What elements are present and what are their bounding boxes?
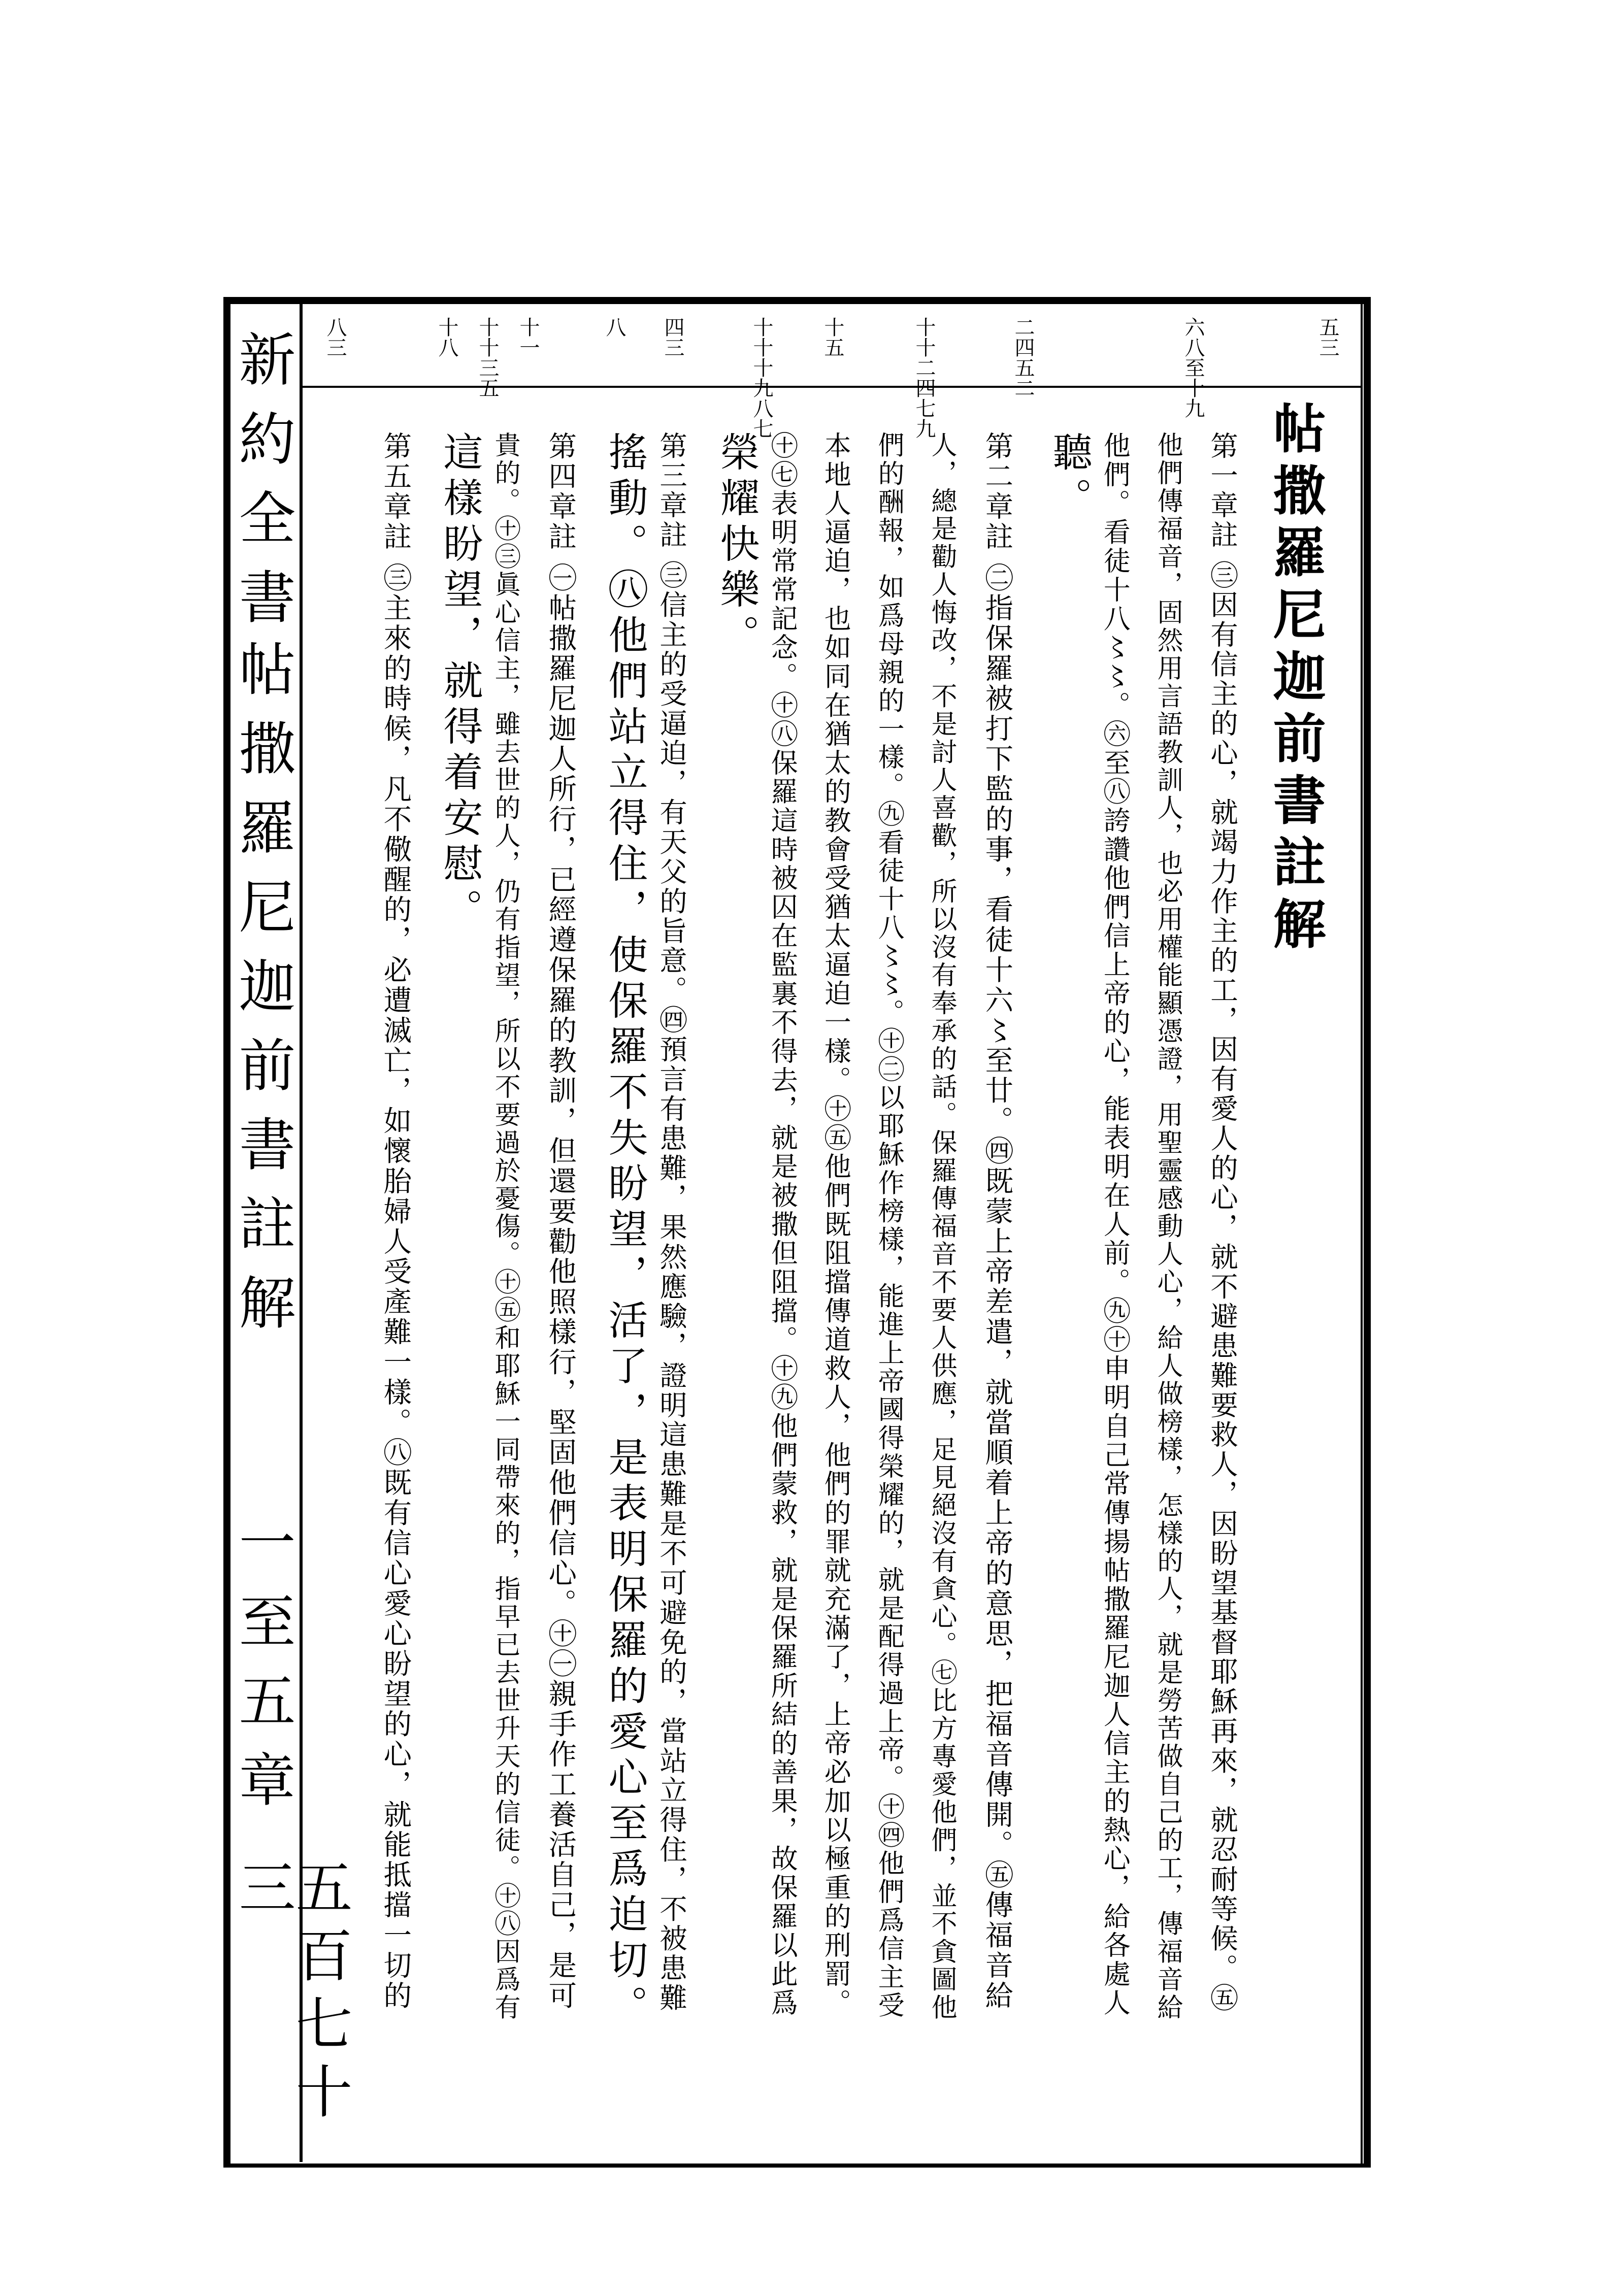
verse-reference: 六八至十九 <box>1181 317 1205 418</box>
text-line: 搖動。㊇他們站立得住，使保羅不失盼望，活了，是表明保羅的愛心至爲迫切。 <box>602 431 648 2031</box>
verse-reference: 五三 <box>1316 317 1339 357</box>
text-line: 榮耀快樂。 <box>713 431 760 660</box>
verse-reference: 四三 <box>661 317 684 357</box>
verse-reference: 十十三五 <box>476 317 499 398</box>
frame-inner-rule <box>1361 297 1363 2168</box>
text-line: 貴的。㊉㊂眞心信主，雖去世的人，仍有指望，所以不要過於憂傷。㊉㊄和耶穌一同帶來的，指早已去世升天的信徒。㊉㊇因爲有 <box>490 431 520 2022</box>
verse-reference: 二四五二 <box>1011 317 1035 398</box>
text-line: 這樣盼望，就得着安慰。 <box>437 431 483 934</box>
text-line: 們的酬報，如爲母親的一樣。㊈看徒十八〻〻。㊉㊁以耶穌作榜樣，能進上帝國得榮耀的，就是配得過上帝。㊉㊃他們爲信主受 <box>873 431 904 2020</box>
verse-reference: 十一 <box>516 317 540 357</box>
text-line: 第一章註 ㊂因有信主的心，就竭力作主的工，因有愛人的心，就不避患難要救人，因盼望基督耶穌再來，就忍耐等候。㊄ <box>1206 431 1238 2013</box>
commentary-body <box>305 391 1361 2162</box>
book-name: 新約全書 <box>229 330 295 647</box>
chapter-range: 一至五章 <box>229 1513 295 1829</box>
verse-reference: 八三 <box>323 317 347 357</box>
verse-reference: 十五 <box>821 317 844 357</box>
text-line: 第二章註 ㊁指保羅被打下監的事，看徒十六〻至廿。㊃既蒙上帝差遣，就當順着上帝的意思，把福音傳開。㊄傳福音給 <box>980 431 1013 2011</box>
text-line: 第三章註 ㊂信主的受逼迫，有天父的旨意。㊃預言有患難，果然應驗，證明這患難是不可避免的，當站立得住，不被患難 <box>655 431 687 2013</box>
verse-reference: 十十二四七九 <box>912 317 936 439</box>
text-line: 本地人逼迫，也如同在猶太的教會受猶太逼迫一樣。㊉㊄他們既阻擋傳道救人，他們的罪就充滿了，上帝必加以極重的刑罰。 <box>820 431 851 2018</box>
text-line: 第四章註 ㊀帖撒羅尼迦人所行，已經遵保羅的教訓，但還要勸他照樣行，堅固他們信心。㊉㊀親手作工養活自己，是可 <box>543 431 576 2011</box>
text-line: ㊉㊆表明常常記念。㊉㊇保羅這時被囚在監裏不得去，就是被撒但阻擋。㊉㊈他們蒙救，就是保羅所結的善果，故保羅以此爲 <box>767 431 798 2018</box>
verse-reference-strip <box>305 310 1361 439</box>
text-line: 他們。看徒十八〻〻。㊅至㊇誇讚他們信上帝的心，能表明在人前。㊈㊉申明自己常傳揚帖撒羅尼迦人信主的熱心，給各處人 <box>1099 431 1131 2018</box>
book-title: 帖撒羅尼迦前書註解 <box>1264 401 1327 958</box>
page-number: 五百七十三 <box>229 1858 352 2130</box>
text-line: 聽。 <box>1046 431 1092 523</box>
verse-reference: 八 <box>603 317 626 337</box>
text-line: 人，總是勸人悔改，不是討人喜歡，所以沒有奉承的話。保羅傳福音不要人供應，足見絕沒有貪心。㊆比方專愛他們，並不貪圖他 <box>927 431 957 2022</box>
verse-reference: 十十十九八七 <box>750 317 773 439</box>
running-title: 帖撒羅尼迦前書註解 <box>229 640 295 1352</box>
verse-reference: 十八 <box>435 317 458 357</box>
text-line: 他們傳福音，固然用言語教訓人，也必用權能顯憑證，用聖靈感動人心，給人做榜樣，怎樣的人，就是勞苦做自己的工，傳福音給 <box>1152 431 1183 2022</box>
text-line: 第五章註 ㊂主來的時候，凡不儆醒的，必遭滅亡，如懷胎婦人受產難一樣。㊇既有信心愛心盼望的心，就能抵擋一切的 <box>378 431 411 2011</box>
